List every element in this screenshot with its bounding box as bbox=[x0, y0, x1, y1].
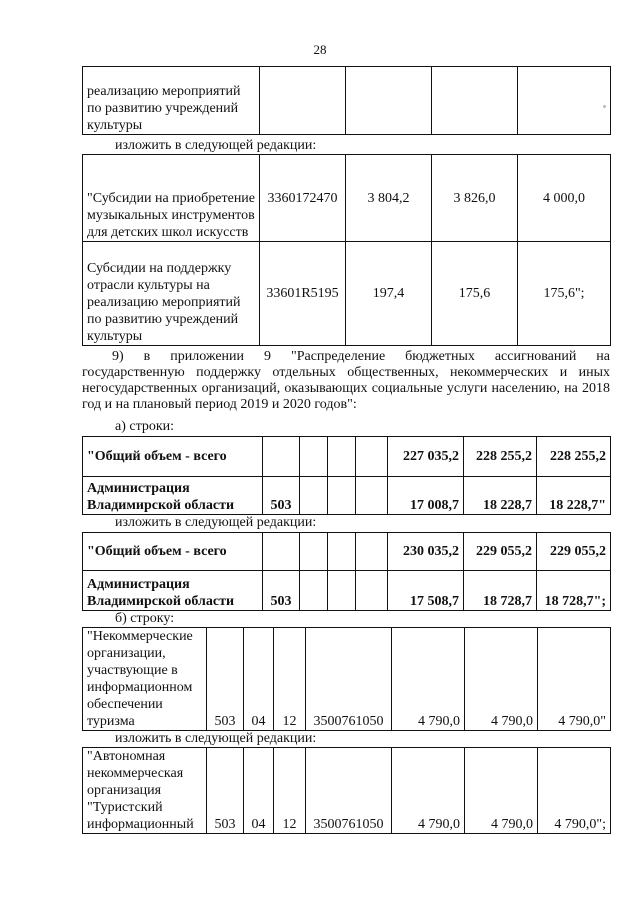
row-code bbox=[260, 67, 346, 135]
row-value-2018: 17 508,7 bbox=[388, 571, 464, 611]
row-value-2019: 4 790,0 bbox=[465, 628, 538, 731]
row-subsection: 12 bbox=[274, 748, 306, 834]
table-6 bbox=[82, 747, 611, 834]
row-value-2019: 18 228,7 bbox=[464, 477, 537, 515]
empty-cell bbox=[300, 437, 328, 477]
subitem-a: а) строки: bbox=[115, 419, 175, 434]
row-value-2019: 18 728,7 bbox=[464, 571, 537, 611]
empty-cell bbox=[356, 533, 388, 571]
table-3 bbox=[82, 436, 611, 515]
empty-cell bbox=[328, 571, 356, 611]
row-code: 3360172470 bbox=[260, 155, 346, 242]
row-value-2019: 228 255,2 bbox=[464, 437, 537, 477]
row-subsection: 12 bbox=[274, 628, 306, 731]
row-value-2019: 3 826,0 bbox=[432, 155, 518, 242]
row-value-2019 bbox=[432, 67, 518, 135]
table-row bbox=[83, 67, 611, 135]
row-name: реализацию мероприятий по развитию учреждений культуры bbox=[83, 67, 260, 135]
table-4 bbox=[82, 532, 611, 611]
row-value-2020: 4 790,0" bbox=[538, 628, 611, 731]
row-code: 503 bbox=[263, 571, 300, 611]
row-name: "Общий объем - всего bbox=[83, 533, 263, 571]
word: ассигнований bbox=[494, 349, 577, 364]
empty-cell bbox=[356, 477, 388, 515]
row-value-2020: 4 000,0 bbox=[518, 155, 611, 242]
row-value-2020: 175,6"; bbox=[518, 242, 611, 346]
scan-speck bbox=[603, 105, 606, 108]
table-row bbox=[83, 242, 611, 346]
table-row bbox=[83, 628, 611, 731]
row-value-2019: 229 055,2 bbox=[464, 533, 537, 571]
row-value-2018: 4 790,0 bbox=[392, 748, 465, 834]
row-value-2019: 4 790,0 bbox=[465, 748, 538, 834]
row-section: 04 bbox=[244, 748, 274, 834]
empty-cell bbox=[356, 437, 388, 477]
word: в bbox=[143, 349, 151, 364]
row-value-2018: 197,4 bbox=[346, 242, 432, 346]
row-value-2018: 227 035,2 bbox=[388, 437, 464, 477]
row-code bbox=[263, 437, 300, 477]
page-number: 28 bbox=[313, 42, 327, 57]
table-row bbox=[83, 571, 611, 611]
word: "Распределение bbox=[290, 349, 386, 364]
row-target-code: 3500761050 bbox=[306, 628, 392, 731]
row-name: Администрация Владимирской области bbox=[83, 571, 263, 611]
table-row bbox=[83, 155, 611, 242]
row-ved: 503 bbox=[207, 748, 244, 834]
empty-cell bbox=[300, 533, 328, 571]
table-row bbox=[83, 437, 611, 477]
row-value-2018: 17 008,7 bbox=[388, 477, 464, 515]
amendment-note-1: изложить в следующей редакции: bbox=[115, 138, 317, 153]
table-5 bbox=[82, 627, 611, 731]
row-value-2020: 18 728,7"; bbox=[537, 571, 611, 611]
amendment-note-2: изложить в следующей редакции: bbox=[115, 515, 317, 530]
row-name: "Автономная некоммерческая организация "Туристский информационный bbox=[83, 748, 207, 834]
empty-cell bbox=[328, 533, 356, 571]
row-value-2018: 230 035,2 bbox=[388, 533, 464, 571]
row-name: "Субсидии на приобретение музыкальных инструментов для детских школ искусств bbox=[83, 155, 260, 242]
row-value-2020: 4 790,0"; bbox=[538, 748, 611, 834]
row-name: Администрация Владимирской области bbox=[83, 477, 263, 515]
row-code bbox=[263, 533, 300, 571]
row-value-2018: 3 804,2 bbox=[346, 155, 432, 242]
row-code: 33601R5195 bbox=[260, 242, 346, 346]
row-value-2020: 228 255,2 bbox=[537, 437, 611, 477]
row-ved: 503 bbox=[207, 628, 244, 731]
empty-cell bbox=[300, 571, 328, 611]
paragraph-9-first-line bbox=[82, 349, 610, 365]
subitem-b: б) строку: bbox=[115, 611, 175, 626]
row-code: 503 bbox=[263, 477, 300, 515]
empty-cell bbox=[328, 477, 356, 515]
row-name: "Некоммерческие организации, участвующие в информационном обеспечении туризма bbox=[83, 628, 207, 731]
table-row bbox=[83, 748, 611, 834]
paragraph-9-rest: государственную поддержку отдельных общественных, некоммерческих и иных негосударственных организаций, оказывающих социальные услуги населению, на 2018 год и на плановый период 2019 и 2020 годов": bbox=[82, 365, 610, 412]
row-value-2018: 4 790,0 bbox=[392, 628, 465, 731]
row-value-2020 bbox=[518, 67, 611, 135]
row-name: "Общий объем - всего bbox=[83, 437, 263, 477]
empty-cell bbox=[356, 571, 388, 611]
row-section: 04 bbox=[244, 628, 274, 731]
table-1 bbox=[82, 66, 611, 135]
word: на bbox=[596, 349, 610, 364]
word: бюджетных bbox=[405, 349, 475, 364]
row-value-2019: 175,6 bbox=[432, 242, 518, 346]
row-value-2020: 18 228,7" bbox=[537, 477, 611, 515]
amendment-note-3: изложить в следующей редакции: bbox=[115, 731, 317, 746]
table-2 bbox=[82, 154, 611, 346]
row-value-2018 bbox=[346, 67, 432, 135]
table-row bbox=[83, 533, 611, 571]
row-target-code: 3500761050 bbox=[306, 748, 392, 834]
table-row bbox=[83, 477, 611, 515]
word: 9 bbox=[264, 349, 272, 364]
word: приложении bbox=[170, 349, 245, 364]
row-value-2020: 229 055,2 bbox=[537, 533, 611, 571]
row-name: Субсидии на поддержку отрасли культуры на реализацию мероприятий по развитию учреждений культуры bbox=[83, 242, 260, 346]
empty-cell bbox=[300, 477, 328, 515]
paragraph-9 bbox=[82, 349, 610, 413]
word: 9) bbox=[112, 349, 124, 364]
empty-cell bbox=[328, 437, 356, 477]
